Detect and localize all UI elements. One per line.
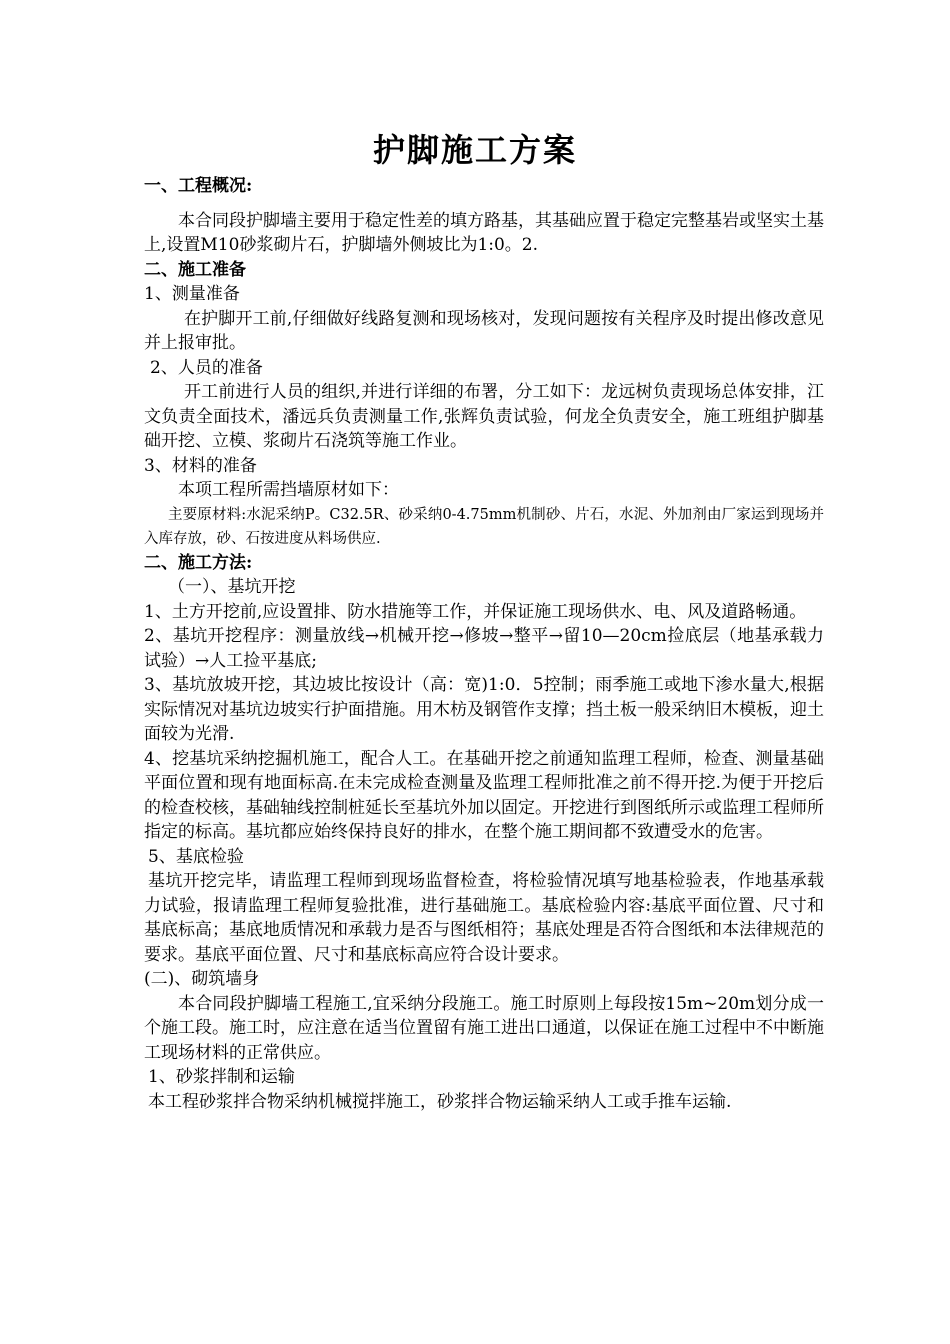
paragraph: 本合同段护脚墙工程施工,宜采纳分段施工。施工时原则上每段按15m~20m划分成一个施工段。施工时，应注意在适当位置留有施工进出口通道，以保证在施工过程中不中断施工现场材料的正常供应。 bbox=[144, 993, 824, 1063]
paragraph: 主要原材料:水泥采纳P。C32.5R、砂采纳0-4.75mm机制砂、片石，水泥、外加剂由厂家运到现场并入库存放，砂、石按进度从料场供应. bbox=[144, 506, 824, 547]
subsection-heading: 5、基底检验 bbox=[148, 846, 244, 867]
paragraph: 本项工程所需挡墙原材如下： bbox=[178, 480, 399, 500]
section-heading: 二、施工准备 bbox=[144, 259, 246, 280]
subsection-heading: 1、测量准备 bbox=[144, 284, 240, 304]
document-body bbox=[144, 174, 824, 1114]
paragraph: 4、挖基坑采纳挖掘机施工，配合人工。在基础开挖之前通知监理工程师，检查、测量基础平面位置和现有地面标高.在未完成检查测量及监理工程师批准之前不得开挖.为便于开挖后的检查校核，基础轴线控制桩延长至基坑外加以固定。开挖进行到图纸所示或监理工程师所指定的标高。基坑都应始终保持良好的排水，在整个施工期间都不致遭受水的危害。 bbox=[144, 748, 824, 842]
paragraph: 开工前进行人员的组织,并进行详细的布署，分工如下：龙远树负责现场总体安排，江文负责全面技术，潘远兵负责测量工作,张辉负责试验，何龙全负责安全，施工班组护脚基础开挖、立模、浆砌片石浇筑等施工作业。 bbox=[144, 382, 824, 451]
subsection-heading: 2、人员的准备 bbox=[150, 357, 263, 378]
subsection-heading: 1、砂浆拌制和运输 bbox=[148, 1067, 295, 1087]
section-heading: 一、工程概况: bbox=[144, 176, 253, 196]
section-heading: 二、施工方法: bbox=[144, 552, 253, 573]
paragraph: 基坑开挖完毕，请监理工程师到现场监督检查，将检验情况填写地基检验表，作地基承载力试验，报请监理工程师复验批准，进行基础施工。基底检验内容:基底平面位置、尺寸和基底标高；基底地质情况和承载力是否与图纸相符；基底处理是否符合图纸和本法律规范的要求。基底平面位置、尺寸和基底标高应符合设计要求。 bbox=[144, 871, 824, 965]
paragraph: 3、基坑放坡开挖，其边坡比按设计（高：宽)1:0．5控制；雨季施工或地下渗水量大,根据实际情况对基坑边坡实行护面措施。用木枋及钢管作支撑；挡土板一般采纳旧木模板，迎土面较为光滑. bbox=[144, 675, 824, 744]
paragraph: 本合同段护脚墙主要用于稳定性差的填方路基，其基础应置于稳定完整基岩或坚实土基上,设置M10砂浆砌片石，护脚墙外侧坡比为1:0。2. bbox=[144, 210, 824, 255]
document-title: 护脚施工方案 bbox=[372, 131, 577, 169]
subsection-heading: (二)、砌筑墙身 bbox=[144, 969, 260, 989]
paragraph: 1、土方开挖前,应设置排、防水措施等工作，并保证施工现场供水、电、风及道路畅通。 bbox=[144, 601, 807, 622]
paragraph: 2、基坑开挖程序：测量放线→机械开挖→修坡→整平→留10—20cm捡底层（地基承载力试验）→人工捡平基底; bbox=[144, 626, 824, 671]
paragraph: 在护脚开工前,仔细做好线路复测和现场核对，发现问题按有关程序及时提出修改意见并上报审批。 bbox=[144, 308, 824, 353]
subsection-heading: （一）、基坑开挖 bbox=[168, 577, 296, 597]
subsection-heading: 3、材料的准备 bbox=[144, 455, 257, 476]
paragraph: 本工程砂浆拌合物采纳机械搅拌施工，砂浆拌合物运输采纳人工或手推车运输. bbox=[148, 1091, 732, 1112]
